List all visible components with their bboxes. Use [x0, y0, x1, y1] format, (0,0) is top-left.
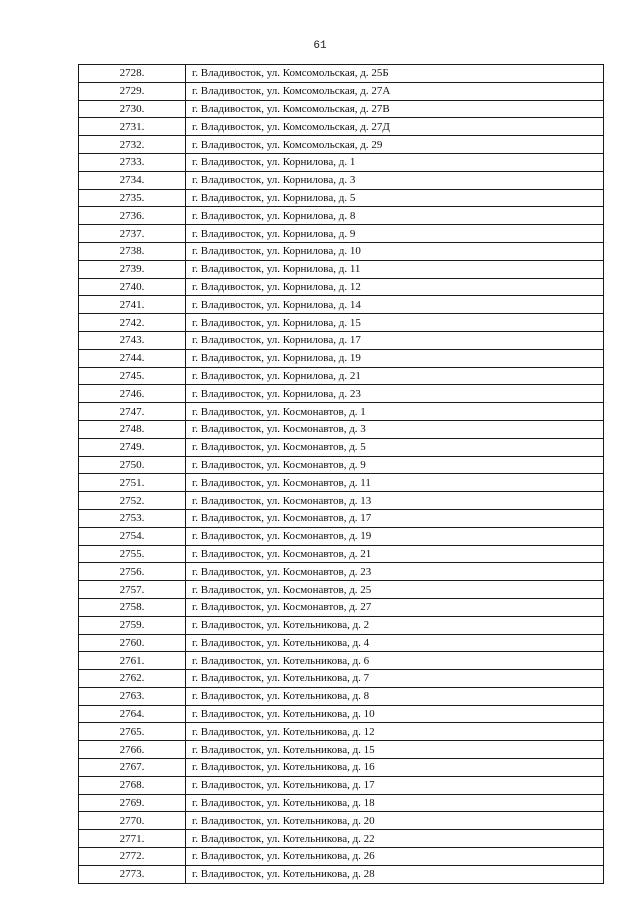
row-number: 2765.: [79, 723, 186, 741]
row-address: г. Владивосток, ул. Котельникова, д. 10: [186, 705, 604, 723]
row-address: г. Владивосток, ул. Котельникова, д. 8: [186, 687, 604, 705]
table-row: [79, 296, 604, 314]
row-number: 2760.: [79, 634, 186, 652]
row-address: г. Владивосток, ул. Котельникова, д. 4: [186, 634, 604, 652]
table-row: [79, 136, 604, 154]
table-row: [79, 563, 604, 581]
table-row: [79, 723, 604, 741]
row-address: г. Владивосток, ул. Котельникова, д. 15: [186, 741, 604, 759]
row-number: 2735.: [79, 189, 186, 207]
row-number: 2771.: [79, 830, 186, 848]
table-row: [79, 118, 604, 136]
table-row: [79, 260, 604, 278]
table-row: [79, 634, 604, 652]
row-address: г. Владивосток, ул. Корнилова, д. 19: [186, 349, 604, 367]
table-row: [79, 741, 604, 759]
row-number: 2768.: [79, 776, 186, 794]
table-row: [79, 100, 604, 118]
table-row: [79, 349, 604, 367]
row-address: г. Владивосток, ул. Космонавтов, д. 11: [186, 474, 604, 492]
row-address: г. Владивосток, ул. Котельникова, д. 22: [186, 830, 604, 848]
row-address: г. Владивосток, ул. Котельникова, д. 12: [186, 723, 604, 741]
table-row: [79, 794, 604, 812]
row-number: 2749.: [79, 438, 186, 456]
row-number: 2736.: [79, 207, 186, 225]
row-address: г. Владивосток, ул. Корнилова, д. 21: [186, 367, 604, 385]
table-row: [79, 242, 604, 260]
row-number: 2772.: [79, 848, 186, 866]
table-row: [79, 616, 604, 634]
table-row: [79, 189, 604, 207]
row-address: г. Владивосток, ул. Котельникова, д. 6: [186, 652, 604, 670]
row-number: 2761.: [79, 652, 186, 670]
row-number: 2762.: [79, 670, 186, 688]
row-number: 2730.: [79, 100, 186, 118]
table-row: [79, 581, 604, 599]
row-number: 2750.: [79, 456, 186, 474]
row-number: 2745.: [79, 367, 186, 385]
row-address: г. Владивосток, ул. Котельникова, д. 17: [186, 776, 604, 794]
row-number: 2738.: [79, 242, 186, 260]
table-row: [79, 652, 604, 670]
row-number: 2754.: [79, 527, 186, 545]
table-row: [79, 314, 604, 332]
table-row: [79, 830, 604, 848]
row-number: 2728.: [79, 65, 186, 83]
row-address: г. Владивосток, ул. Космонавтов, д. 9: [186, 456, 604, 474]
row-address: г. Владивосток, ул. Котельникова, д. 20: [186, 812, 604, 830]
row-number: 2758.: [79, 598, 186, 616]
row-address: г. Владивосток, ул. Котельникова, д. 2: [186, 616, 604, 634]
row-number: 2767.: [79, 759, 186, 777]
row-number: 2740.: [79, 278, 186, 296]
address-table-body: [79, 65, 604, 884]
page-number: 61: [313, 40, 327, 52]
row-number: 2748.: [79, 420, 186, 438]
row-number: 2746.: [79, 385, 186, 403]
row-address: г. Владивосток, ул. Комсомольская, д. 27Д: [186, 118, 604, 136]
table-row: [79, 171, 604, 189]
row-address: г. Владивосток, ул. Комсомольская, д. 29: [186, 136, 604, 154]
row-number: 2770.: [79, 812, 186, 830]
row-address: г. Владивосток, ул. Космонавтов, д. 27: [186, 598, 604, 616]
table-row: [79, 527, 604, 545]
table-row: [79, 509, 604, 527]
table-row: [79, 420, 604, 438]
table-row: [79, 278, 604, 296]
row-address: г. Владивосток, ул. Космонавтов, д. 13: [186, 492, 604, 510]
table-row: [79, 367, 604, 385]
row-number: 2742.: [79, 314, 186, 332]
row-address: г. Владивосток, ул. Котельникова, д. 18: [186, 794, 604, 812]
table-row: [79, 65, 604, 83]
row-number: 2752.: [79, 492, 186, 510]
row-number: 2747.: [79, 403, 186, 421]
table-row: [79, 776, 604, 794]
row-number: 2733.: [79, 153, 186, 171]
row-address: г. Владивосток, ул. Котельникова, д. 26: [186, 848, 604, 866]
table-row: [79, 474, 604, 492]
table-row: [79, 545, 604, 563]
row-address: г. Владивосток, ул. Корнилова, д. 3: [186, 171, 604, 189]
row-address: г. Владивосток, ул. Котельникова, д. 28: [186, 865, 604, 883]
row-number: 2743.: [79, 331, 186, 349]
row-number: 2757.: [79, 581, 186, 599]
row-number: 2729.: [79, 82, 186, 100]
table-row: [79, 492, 604, 510]
row-address: г. Владивосток, ул. Космонавтов, д. 23: [186, 563, 604, 581]
row-address: г. Владивосток, ул. Корнилова, д. 5: [186, 189, 604, 207]
row-number: 2763.: [79, 687, 186, 705]
row-address: г. Владивосток, ул. Космонавтов, д. 5: [186, 438, 604, 456]
row-address: г. Владивосток, ул. Корнилова, д. 23: [186, 385, 604, 403]
table-row: [79, 456, 604, 474]
table-row: [79, 438, 604, 456]
row-number: 2753.: [79, 509, 186, 527]
row-address: г. Владивосток, ул. Комсомольская, д. 27А: [186, 82, 604, 100]
row-address: г. Владивосток, ул. Космонавтов, д. 17: [186, 509, 604, 527]
row-address: г. Владивосток, ул. Космонавтов, д. 1: [186, 403, 604, 421]
row-number: 2755.: [79, 545, 186, 563]
row-number: 2732.: [79, 136, 186, 154]
table-row: [79, 385, 604, 403]
row-number: 2751.: [79, 474, 186, 492]
table-row: [79, 225, 604, 243]
row-address: г. Владивосток, ул. Корнилова, д. 17: [186, 331, 604, 349]
row-address: г. Владивосток, ул. Корнилова, д. 14: [186, 296, 604, 314]
table-row: [79, 153, 604, 171]
row-address: г. Владивосток, ул. Комсомольская, д. 25Б: [186, 65, 604, 83]
row-number: 2766.: [79, 741, 186, 759]
row-number: 2759.: [79, 616, 186, 634]
table-row: [79, 687, 604, 705]
table-row: [79, 598, 604, 616]
row-address: г. Владивосток, ул. Корнилова, д. 1: [186, 153, 604, 171]
row-number: 2739.: [79, 260, 186, 278]
table-row: [79, 331, 604, 349]
row-number: 2773.: [79, 865, 186, 883]
row-address: г. Владивосток, ул. Котельникова, д. 16: [186, 759, 604, 777]
row-address: г. Владивосток, ул. Корнилова, д. 10: [186, 242, 604, 260]
row-address: г. Владивосток, ул. Космонавтов, д. 25: [186, 581, 604, 599]
row-number: 2731.: [79, 118, 186, 136]
row-address: г. Владивосток, ул. Корнилова, д. 12: [186, 278, 604, 296]
row-address: г. Владивосток, ул. Корнилова, д. 15: [186, 314, 604, 332]
row-address: г. Владивосток, ул. Котельникова, д. 7: [186, 670, 604, 688]
row-number: 2734.: [79, 171, 186, 189]
row-number: 2764.: [79, 705, 186, 723]
row-number: 2756.: [79, 563, 186, 581]
table-row: [79, 705, 604, 723]
table-row: [79, 403, 604, 421]
table-row: [79, 207, 604, 225]
row-address: г. Владивосток, ул. Космонавтов, д. 3: [186, 420, 604, 438]
row-number: 2744.: [79, 349, 186, 367]
table-row: [79, 759, 604, 777]
row-address: г. Владивосток, ул. Комсомольская, д. 27В: [186, 100, 604, 118]
row-address: г. Владивосток, ул. Космонавтов, д. 21: [186, 545, 604, 563]
row-number: 2737.: [79, 225, 186, 243]
address-table: [78, 64, 604, 884]
table-row: [79, 82, 604, 100]
row-number: 2769.: [79, 794, 186, 812]
table-row: [79, 670, 604, 688]
row-number: 2741.: [79, 296, 186, 314]
row-address: г. Владивосток, ул. Космонавтов, д. 19: [186, 527, 604, 545]
row-address: г. Владивосток, ул. Корнилова, д. 8: [186, 207, 604, 225]
table-row: [79, 812, 604, 830]
table-row: [79, 848, 604, 866]
row-address: г. Владивосток, ул. Корнилова, д. 11: [186, 260, 604, 278]
row-address: г. Владивосток, ул. Корнилова, д. 9: [186, 225, 604, 243]
table-row: [79, 865, 604, 883]
